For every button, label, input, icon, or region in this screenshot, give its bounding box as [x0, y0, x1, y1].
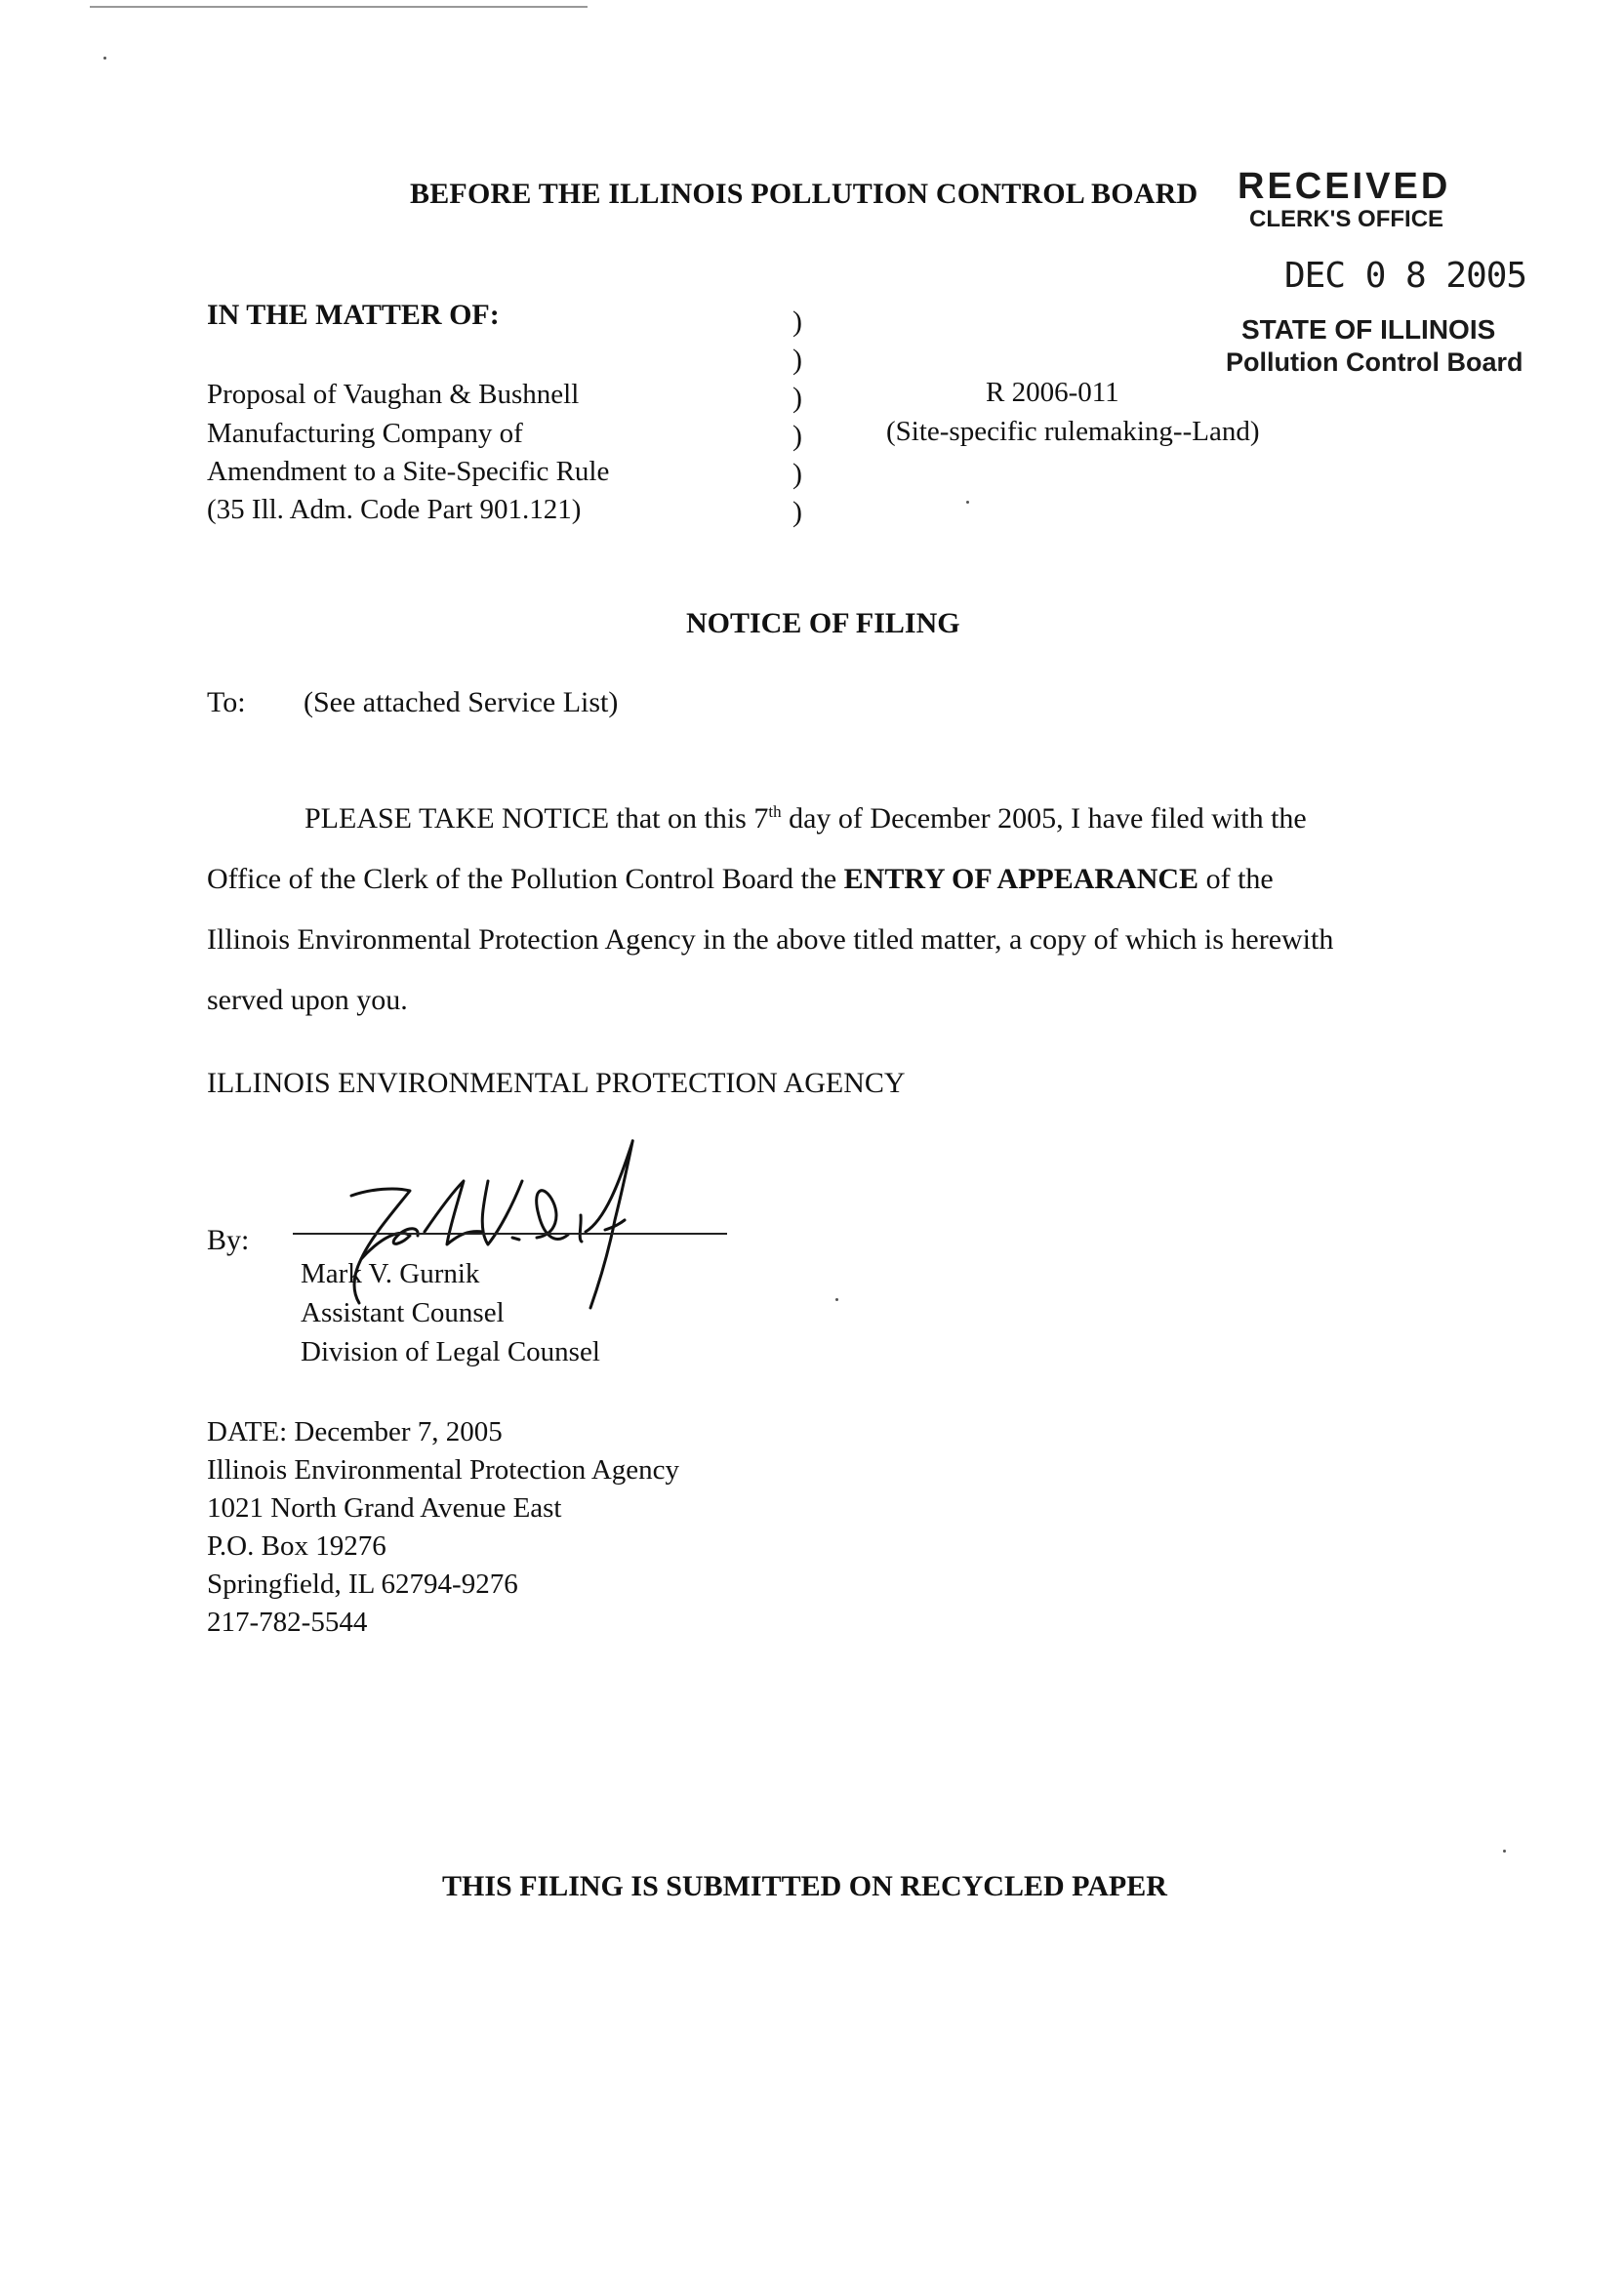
- stamp-state: STATE OF ILLINOIS: [1241, 314, 1496, 345]
- case-number: R 2006-011: [986, 377, 1119, 408]
- to-label: To:: [207, 686, 246, 718]
- case-type: (Site-specific rulemaking--Land): [886, 416, 1260, 447]
- paren: ): [792, 458, 802, 490]
- paren: ): [792, 382, 802, 414]
- scan-artifact-line: [90, 6, 588, 8]
- caption-line: Manufacturing Company of: [207, 418, 523, 449]
- signer-title: Assistant Counsel: [301, 1297, 505, 1328]
- caption-line: Amendment to a Site-Specific Rule: [207, 456, 610, 487]
- notice-title: NOTICE OF FILING: [686, 607, 960, 639]
- stamp-received: RECEIVED: [1238, 166, 1451, 207]
- stamp-clerks-office: CLERK'S OFFICE: [1249, 206, 1444, 232]
- paren: ): [792, 496, 802, 528]
- stamp-date: DEC 0 8 2005: [1284, 256, 1527, 296]
- body-line-4: served upon you.: [207, 984, 408, 1016]
- body-line-3: Illinois Environmental Protection Agency in the above titled matter, a copy of which is herewith: [207, 923, 1334, 956]
- date-line: DATE: December 7, 2005: [207, 1416, 503, 1447]
- caption-parens: [792, 303, 802, 531]
- caption-line: (35 Ill. Adm. Code Part 901.121): [207, 494, 582, 525]
- by-label: By:: [207, 1224, 250, 1256]
- scan-speck: [966, 501, 969, 504]
- caption-heading: IN THE MATTER OF:: [207, 299, 500, 331]
- scan-speck: [103, 57, 106, 60]
- scan-speck: [1503, 1850, 1506, 1853]
- caption-line: Proposal of Vaughan & Bushnell: [207, 379, 580, 410]
- address-street: 1021 North Grand Avenue East: [207, 1492, 562, 1524]
- address-agency: Illinois Environmental Protection Agency: [207, 1454, 680, 1486]
- body-line-2: Office of the Clerk of the Pollution Control Board the ENTRY OF APPEARANCE of the: [207, 863, 1274, 895]
- address-city: Springfield, IL 62794-9276: [207, 1569, 518, 1600]
- notice-body: [207, 789, 1466, 1031]
- signer-division: Division of Legal Counsel: [301, 1336, 600, 1367]
- paren: ): [792, 306, 802, 338]
- address-po-box: P.O. Box 19276: [207, 1530, 386, 1562]
- body-line-1: PLEASE TAKE NOTICE that on this 7th day of December 2005, I have filed with the: [304, 802, 1307, 835]
- recycled-paper-note: THIS FILING IS SUBMITTED ON RECYCLED PAPER: [442, 1870, 1167, 1902]
- signature-agency: ILLINOIS ENVIRONMENTAL PROTECTION AGENCY: [207, 1067, 906, 1099]
- paren: ): [792, 420, 802, 452]
- scan-speck: [835, 1298, 838, 1301]
- address-phone: 217-782-5544: [207, 1607, 368, 1638]
- signer-name: Mark V. Gurnik: [301, 1258, 480, 1289]
- stamp-board: Pollution Control Board: [1226, 347, 1523, 377]
- to-value: (See attached Service List): [304, 686, 619, 718]
- page-header-title: BEFORE THE ILLINOIS POLLUTION CONTROL BOARD: [410, 178, 1198, 210]
- entry-of-appearance: ENTRY OF APPEARANCE: [843, 863, 1199, 895]
- paren: ): [792, 344, 802, 376]
